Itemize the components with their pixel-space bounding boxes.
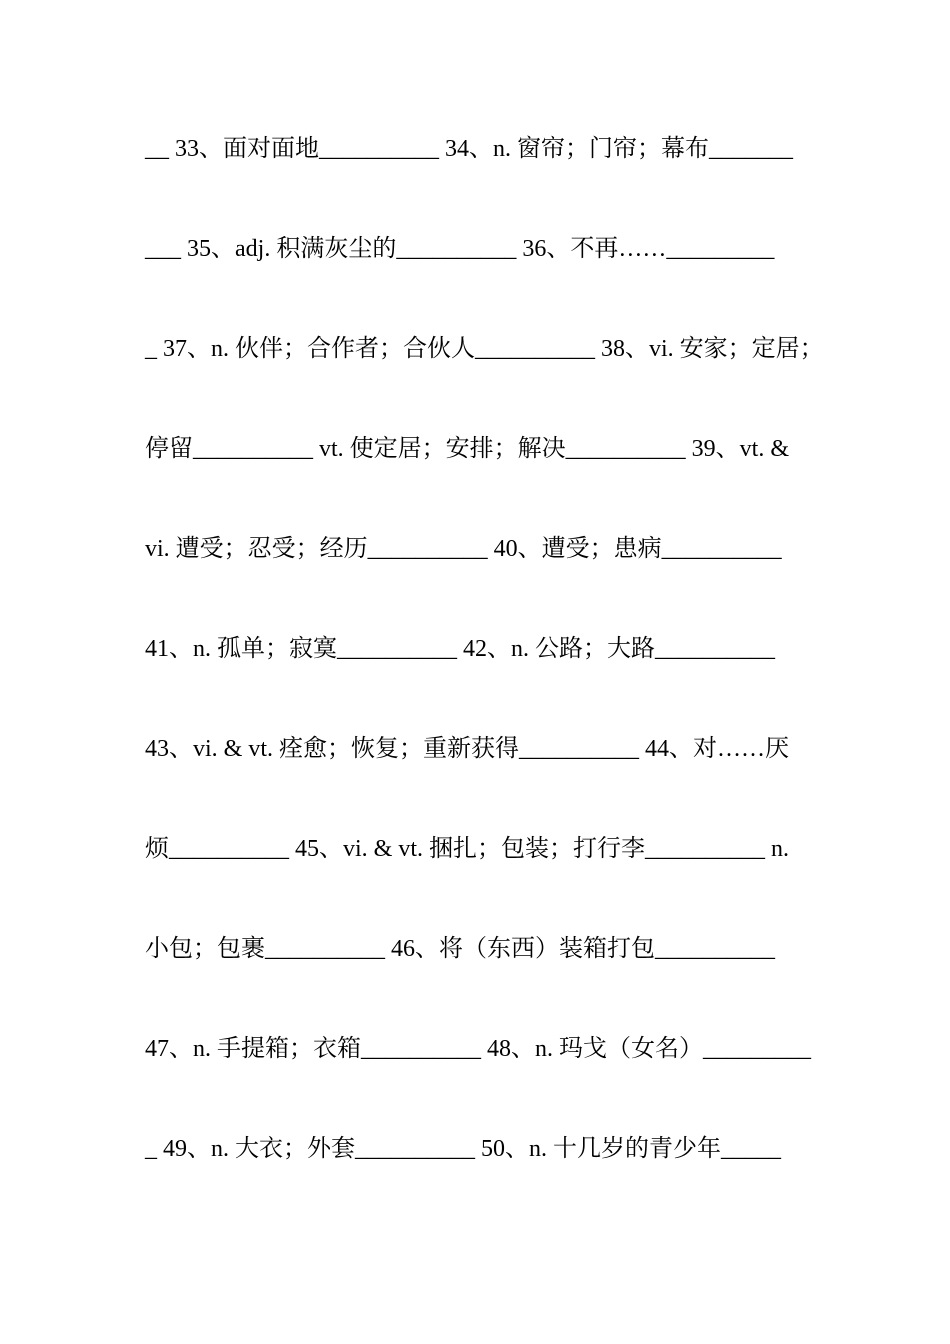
text-line: vi. 遭受；忍受；经历__________ 40、遭受；患病__________ <box>145 536 782 562</box>
text-line: _ 49、n. 大衣；外套__________ 50、n. 十几岁的青少年_____ <box>145 1136 781 1162</box>
text-line: 小包；包裹__________ 46、将（东西）装箱打包__________ <box>145 936 775 962</box>
text-line: 43、vi. & vt. 痊愈；恢复；重新获得__________ 44、对……厌 <box>145 736 790 762</box>
text-line: ___ 35、adj. 积满灰尘的__________ 36、不再……_________ <box>145 236 775 262</box>
vocabulary-exercise-text <box>145 122 824 1222</box>
text-line: _ 37、n. 伙伴；合作者；合伙人__________ 38、vi. 安家；定居； <box>145 336 824 362</box>
text-line: 停留__________ vt. 使定居；安排；解决__________ 39、vt. & <box>145 436 790 462</box>
text-line: 47、n. 手提箱；衣箱__________ 48、n. 玛戈（女名）_________ <box>145 1036 811 1062</box>
text-line: __ 33、面对面地__________ 34、n. 窗帘；门帘；幕布_______ <box>145 136 793 162</box>
text-line: 41、n. 孤单；寂寞__________ 42、n. 公路；大路__________ <box>145 636 775 662</box>
text-line: 烦__________ 45、vi. & vt. 捆扎；包装；打行李__________ n. <box>145 836 790 862</box>
